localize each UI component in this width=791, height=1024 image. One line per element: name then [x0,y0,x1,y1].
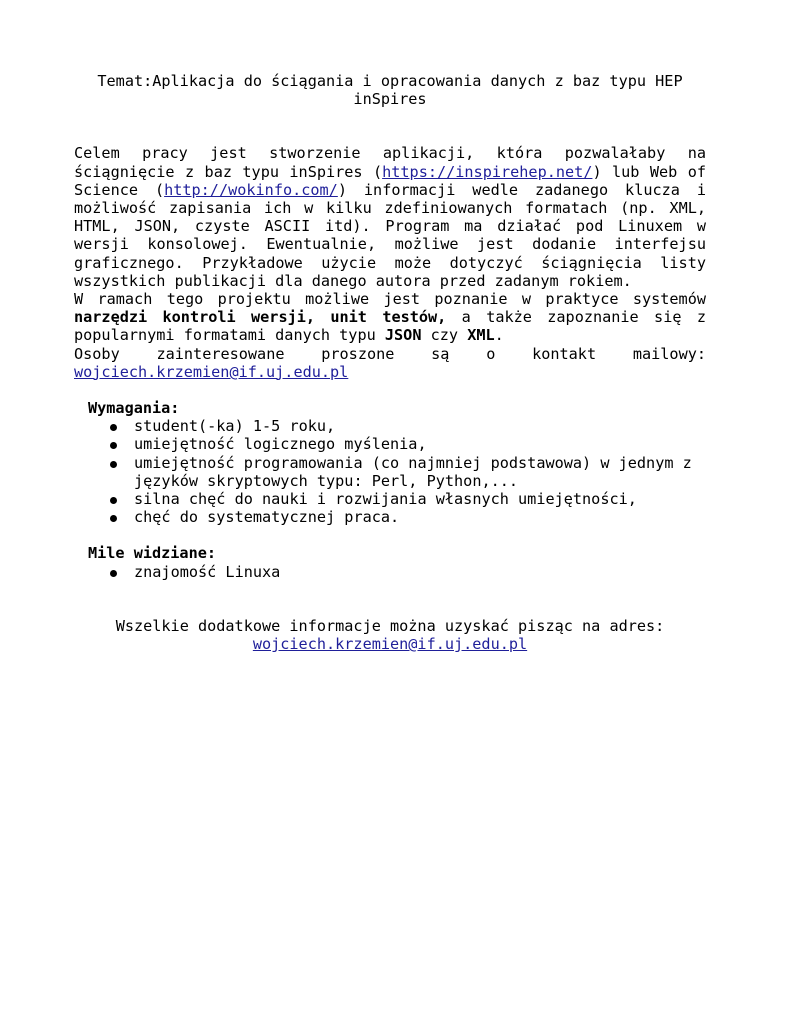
list-item [134,417,706,435]
nice-to-have-list [88,563,706,581]
bullet-icon [110,461,117,468]
bold-tools: narzędzi kontroli wersji, unit testów, [74,308,447,327]
requirements-list [88,417,706,526]
bullet-icon [110,515,117,522]
intro-section [74,144,706,381]
contact-paragraph [74,345,706,363]
bullet-icon [110,570,117,577]
footer-text: Wszelkie dodatkowe informacje można uzyskać pisząc na adres: [115,616,665,635]
title-line-2: inSpires [353,90,427,109]
footer-email-link[interactable]: wojciech.krzemien@if.uj.edu.pl [252,635,528,654]
intro-text: a także zapoznanie się z popularnymi formatami danych typu [74,308,706,345]
document-page [74,72,706,653]
contact-email-link[interactable]: wojciech.krzemien@if.uj.edu.pl [74,362,349,381]
list-item-text: umiejętność logicznego myślenia, [134,435,427,454]
list-item [134,435,706,453]
bullet-icon [110,442,117,449]
footer-section [74,617,706,653]
intro-paragraph-2 [74,290,706,345]
list-item-text: student(-ka) 1-5 roku, [134,417,336,436]
intro-text: ) lub Web of Science ( [74,162,706,199]
list-item [134,454,706,490]
intro-text: W ramach tego projektu możliwe jest poznanie w praktyce systemów [74,290,706,309]
title-line-1: Temat:Aplikacja do ściągania i opracowania danych z baz typu HEP [97,72,683,90]
document-title [74,72,706,108]
inspirehep-link[interactable]: https://inspirehep.net/ [382,162,593,181]
intro-text: ) informacji wedle zadanego klucza i możliwość zapisania ich w kilku zdefiniowanych formatach (np. XML, HTML, JSON, czyste ASCII itd). Program ma działać pod Linuxem w wersji konsolowej. Ewentualnie, możliwe jest dodanie interfejsu graficznego. Przykładowe użycie może dotyczyć ściągnięcia listy wszystkich publikacji dla danego autora przed zadanym rokiem. [74,180,706,290]
bullet-icon [110,497,117,504]
list-item-text: znajomość Linuxa [134,562,281,581]
list-item-text: umiejętność programowania (co najmniej podstawowa) w jednym z języków skryptowych typu: Perl, Python,... [134,453,692,490]
list-item [134,508,706,526]
intro-text: Celem pracy jest stworzenie aplikacji, która pozwalałaby na ściągnięcie z baz typu inSpires ( [74,144,706,181]
bold-xml: XML [467,326,495,345]
intro-text: czy [421,326,468,345]
contact-text: Osoby zainteresowane proszone są o kontakt mailowy: [74,344,706,363]
footer-email-line [74,635,706,653]
list-item-text: chęć do systematycznej praca. [134,508,400,527]
contact-email-line [74,363,706,381]
requirements-section [74,399,706,526]
bold-json: JSON [384,326,422,345]
bullet-icon [110,424,117,431]
list-item [134,490,706,508]
intro-text: . [494,326,504,345]
requirements-heading: Wymagania: [88,399,180,418]
list-item [134,563,706,581]
nice-to-have-heading: Mile widziane: [88,544,217,563]
list-item-text: silna chęć do nauki i rozwijania własnych umiejętności, [134,490,637,509]
wokinfo-link[interactable]: http://wokinfo.com/ [164,180,338,199]
intro-paragraph-1 [74,144,706,290]
nice-to-have-section [74,544,706,580]
